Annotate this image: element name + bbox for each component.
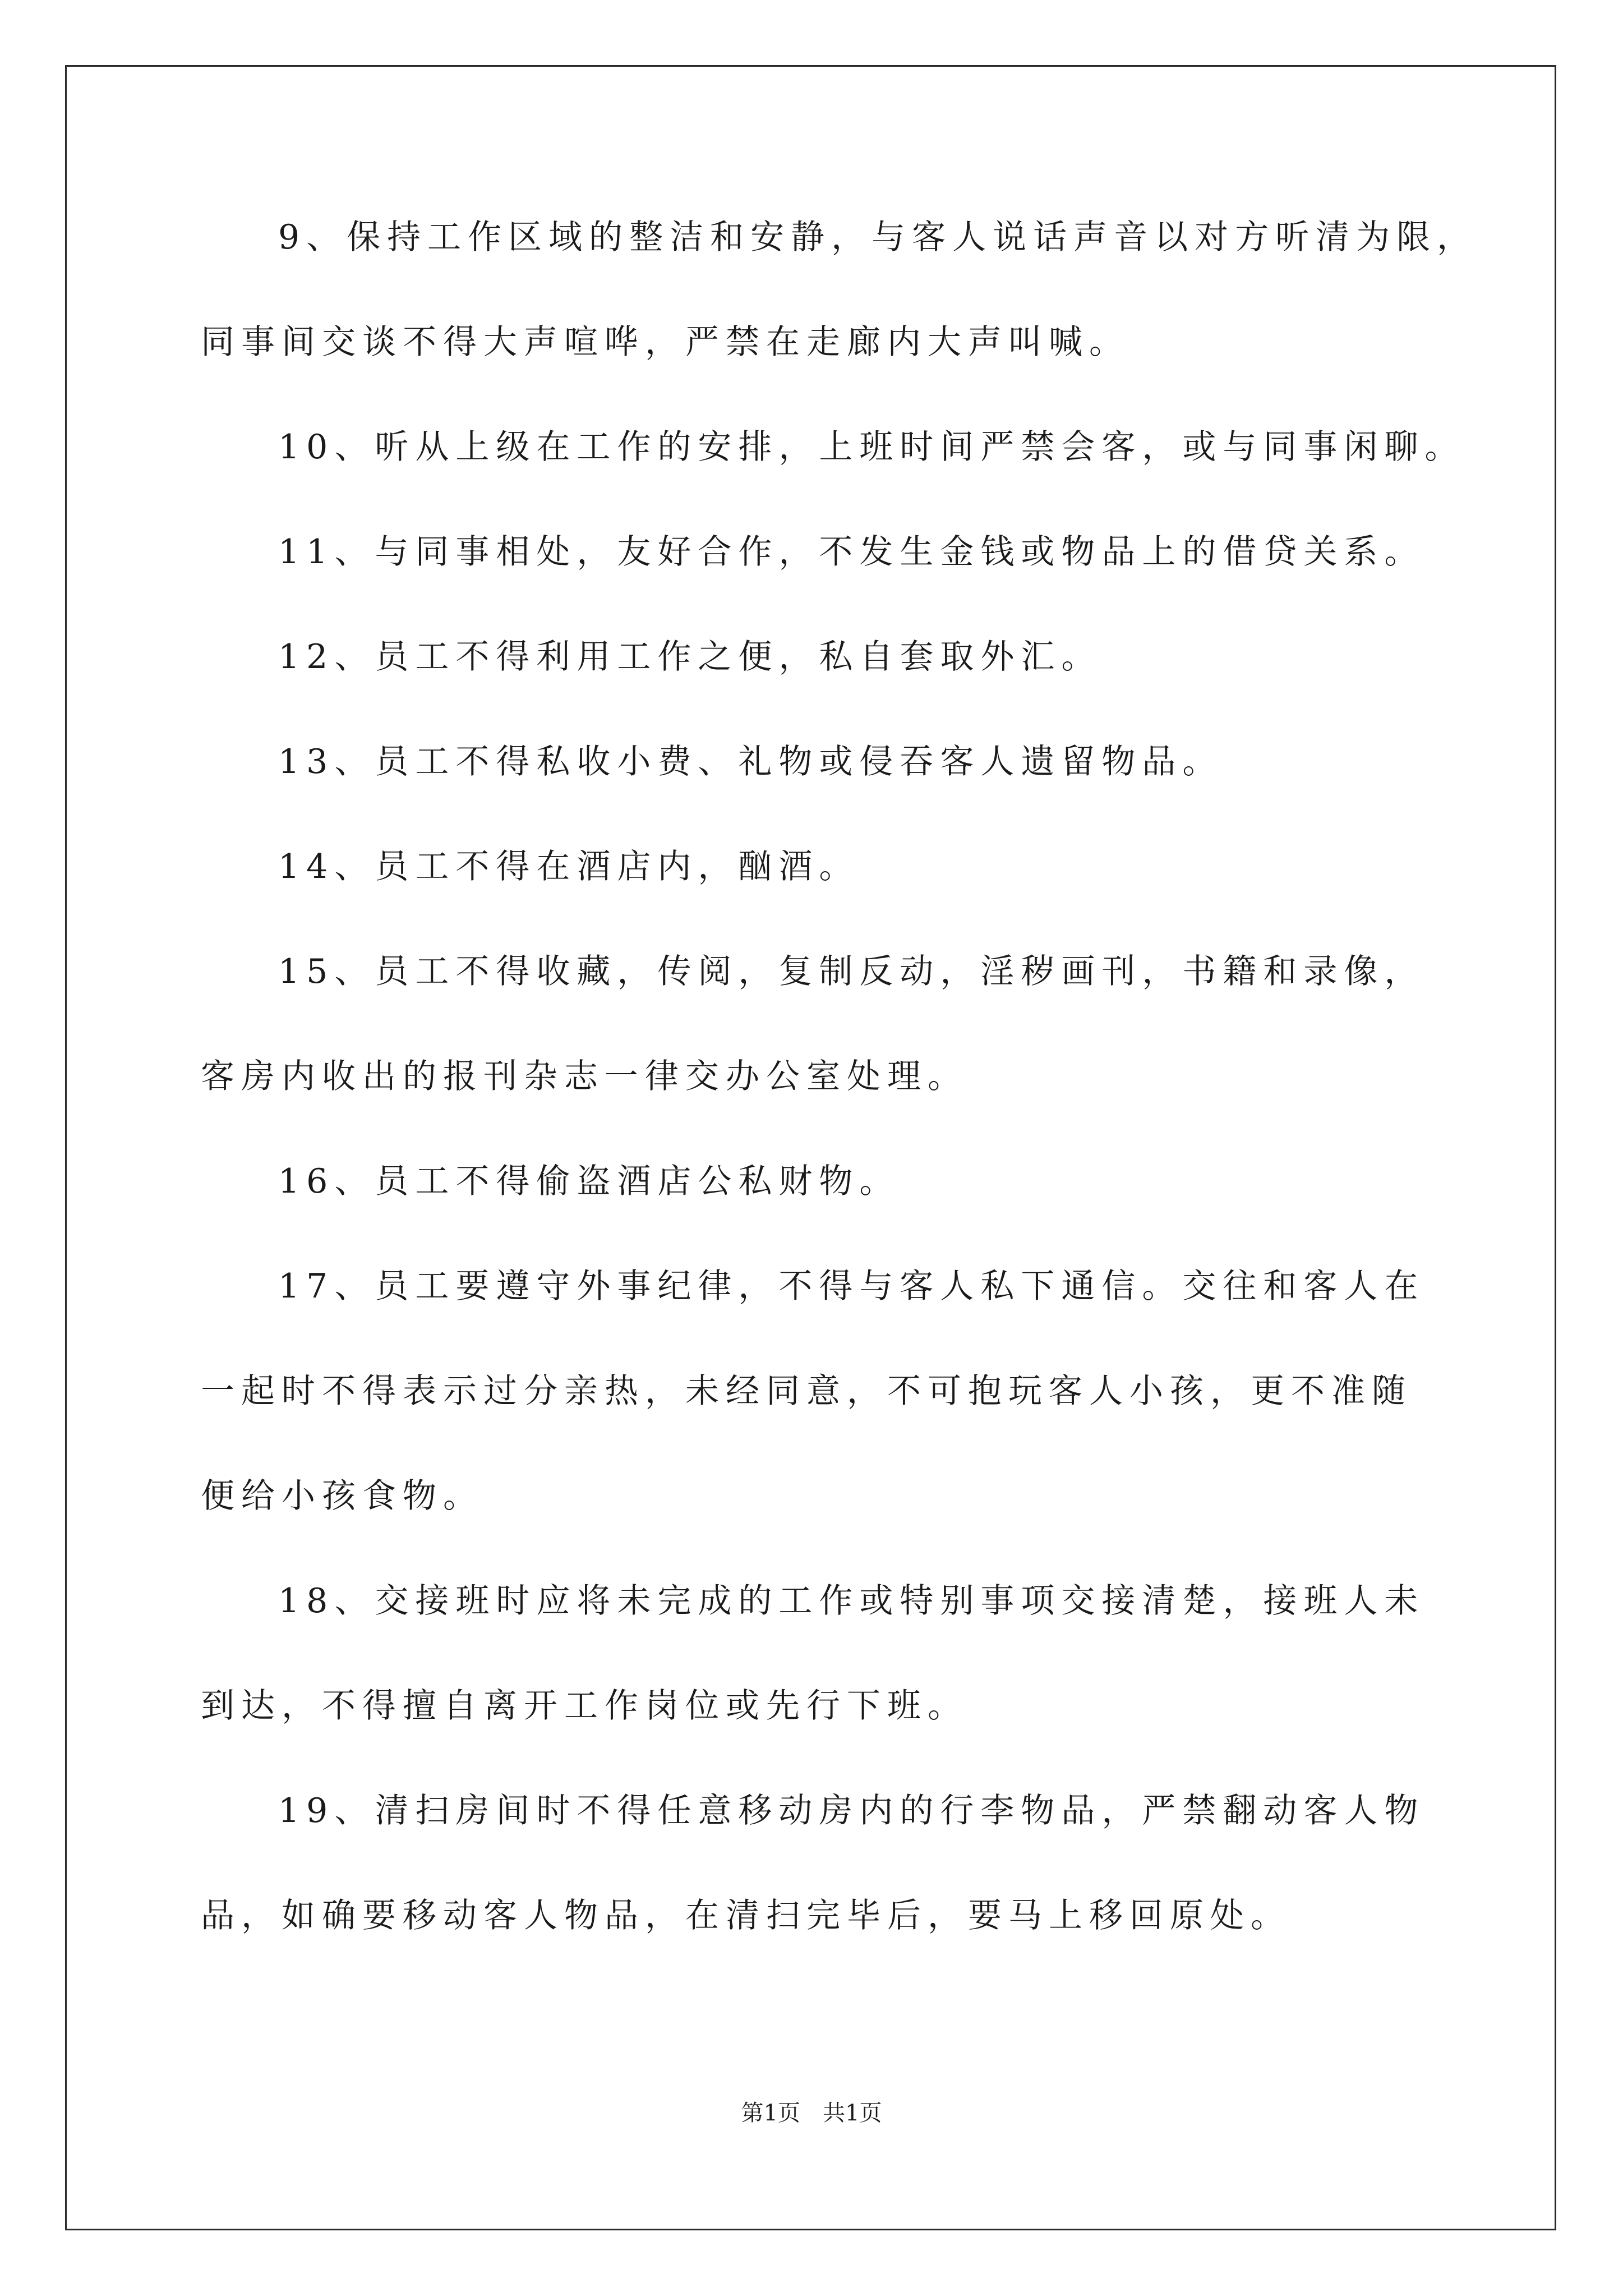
document-body bbox=[201, 211, 1478, 1942]
paragraph-line: 客房内收出的报刊杂志一律交办公室处理。 bbox=[201, 1057, 968, 1096]
paragraph-line: 17、员工要遵守外事纪律，不得与客人私下通信。交往和客人在 bbox=[278, 1267, 1425, 1306]
paragraph-line: 11、与同事相处，友好合作，不发生金钱或物品上的借贷关系。 bbox=[278, 532, 1425, 572]
paragraph bbox=[201, 1575, 1435, 1732]
page-number: 第1页 bbox=[741, 2100, 800, 2126]
paragraph-line: 到达，不得擅自离开工作岗位或先行下班。 bbox=[201, 1686, 968, 1726]
paragraph bbox=[201, 421, 1465, 473]
paragraph bbox=[201, 735, 1435, 788]
paragraph bbox=[201, 526, 1435, 578]
total-pages: 共1页 bbox=[823, 2100, 882, 2126]
page-footer bbox=[0, 2095, 1623, 2127]
paragraph bbox=[201, 631, 1435, 683]
paragraph-line: 10、听从上级在工作的安排，上班时间严禁会客，或与同事闲聊。 bbox=[278, 427, 1465, 467]
paragraph bbox=[201, 1784, 1435, 1942]
paragraph bbox=[201, 945, 1435, 1103]
paragraph-line: 便给小孩食物。 bbox=[201, 1476, 483, 1516]
paragraph-line: 15、员工不得收藏，传阅，复制反动，淫秽画刊，书籍和录像， bbox=[278, 952, 1425, 991]
paragraph-line: 18、交接班时应将未完成的工作或特别事项交接清楚，接班人未 bbox=[278, 1581, 1425, 1621]
paragraph bbox=[201, 1155, 1435, 1208]
paragraph-line: 13、员工不得私收小费、礼物或侵吞客人遗留物品。 bbox=[278, 742, 1223, 781]
paragraph-line: 14、员工不得在酒店内，酗酒。 bbox=[278, 847, 860, 886]
paragraph-line: 一起时不得表示过分亲热，未经同意，不可抱玩客人小孩，更不准随 bbox=[201, 1372, 1412, 1411]
paragraph-line: 9、保持工作区域的整洁和安静，与客人说话声音以对方听清为限， bbox=[278, 218, 1478, 257]
paragraph bbox=[201, 211, 1478, 369]
paragraph-line: 同事间交谈不得大声喧哗，严禁在走廊内大声叫喊。 bbox=[201, 323, 1129, 362]
paragraph bbox=[201, 1260, 1435, 1522]
paragraph-line: 12、员工不得利用工作之便，私自套取外汇。 bbox=[278, 637, 1102, 677]
paragraph bbox=[201, 840, 1435, 893]
paragraph-line: 品，如确要移动客人物品，在清扫完毕后，要马上移回原处。 bbox=[201, 1896, 1291, 1935]
paragraph-line: 19、清扫房间时不得任意移动房内的行李物品，严禁翻动客人物 bbox=[278, 1791, 1425, 1830]
paragraph-line: 16、员工不得偷盗酒店公私财物。 bbox=[278, 1162, 900, 1201]
